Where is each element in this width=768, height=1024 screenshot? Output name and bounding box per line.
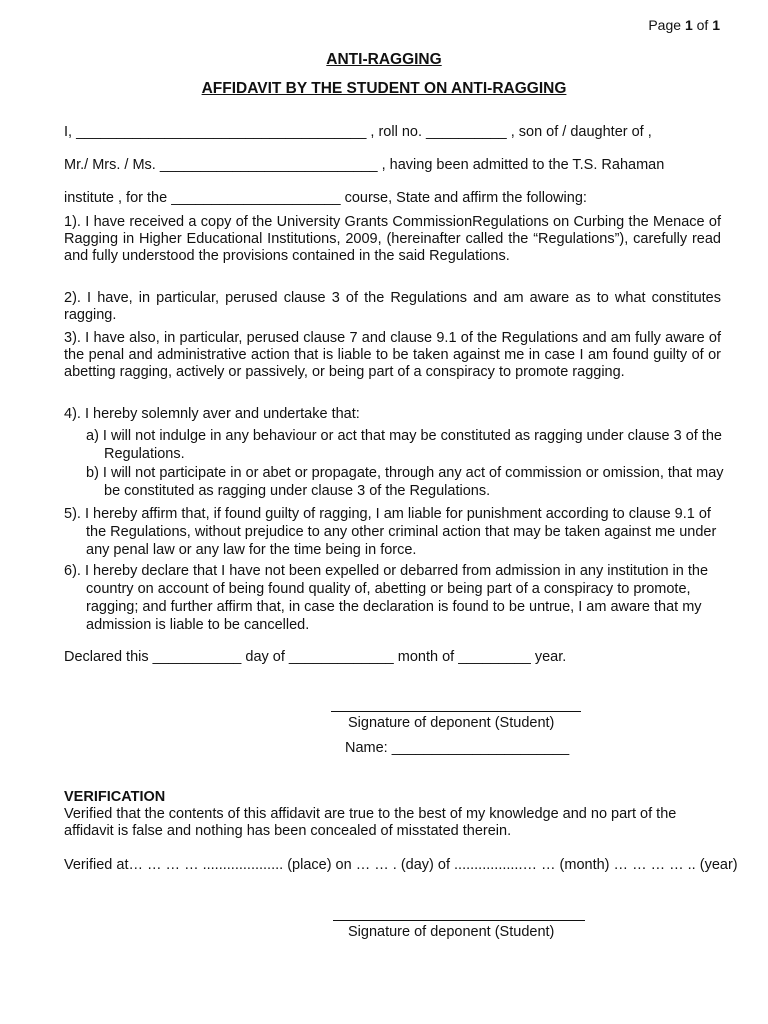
clause-5: 5). I hereby affirm that, if found guilty of ragging, I am liable for punishment according to clause 9.1 of the Regulations, without prejudice to any other criminal action that may be taken against me under any penal law or any law for the time being in force. — [64, 506, 717, 558]
document-title: ANTI-RAGGING — [326, 51, 442, 68]
name-line: Name: ______________________ — [345, 740, 570, 756]
clause-2: 2). I have, in particular, perused clause 3 of the Regulations and am aware as to what constitutes ragging. — [64, 290, 721, 323]
clause-1: 1). I have received a copy of the University Grants CommissionRegulations on Curbing the Menace of Ragging in Higher Educational Institutions, 2009, (hereinafter called the “Regulations”), carefully read and fully understood the provisions contained in the said Regulations. — [64, 214, 721, 264]
intro-line-1: I, ____________________________________ , roll no. __________ , son of / daughter of , — [64, 124, 652, 140]
document-subtitle: AFFIDAVIT BY THE STUDENT ON ANTI-RAGGING — [201, 80, 567, 97]
verification-line: Verified at… … … … .................... (place) on … … . (day) of .................… … (month) … … … … .. (year) — [64, 857, 738, 873]
page-total: 1 — [712, 17, 720, 33]
clause-4b: b) I will not participate in or abet or propagate, through any act of commission or omission, that may be constituted as ragging under clause 3 of the Regulations. — [86, 465, 724, 499]
page-number — [648, 17, 720, 33]
declared-line: Declared this ___________ day of _____________ month of _________ year. — [64, 649, 567, 665]
verification-heading: VERIFICATION — [64, 789, 166, 805]
clause-4: 4). I hereby solemnly aver and undertake that: — [64, 406, 360, 422]
intro-line-2: Mr./ Mrs. / Ms. ___________________________ , having been admitted to the T.S. Rahaman — [64, 157, 665, 173]
signature-label-1: Signature of deponent (Student) — [348, 715, 555, 731]
clause-3: 3). I have also, in particular, perused clause 7 and clause 9.1 of the Regulations and am fully aware of the penal and administrative action that is liable to be taken against me in case I am found guilty of or abetting ragging, actively or passively, or being part of a conspiracy to promote ragging. — [64, 330, 721, 380]
page-current: 1 — [684, 17, 693, 33]
intro-line-3: institute , for the _____________________ course, State and affirm the following: — [64, 190, 587, 206]
page-of: of — [696, 17, 709, 33]
verification-text: Verified that the contents of this affidavit are true to the best of my knowledge and no part of the affidavit is false and nothing has been concealed of misstated therein. — [64, 806, 677, 839]
signature-line-2 — [333, 920, 585, 921]
page-label: Page — [648, 17, 682, 33]
signature-line-1 — [331, 711, 581, 712]
clause-4a: a) I will not indulge in any behaviour or act that may be constituted as ragging under clause 3 of the Regulations. — [86, 428, 722, 462]
clause-6: 6). I hereby declare that I have not been expelled or debarred from admission in any institution in the country on account of being found quality of, abetting or being part of a conspiracy to promote, ragging; and further affirm that, in case the declaration is found to be untrue, I am aware that my admission is liable to be cancelled. — [64, 563, 709, 633]
signature-label-2: Signature of deponent (Student) — [348, 924, 555, 940]
